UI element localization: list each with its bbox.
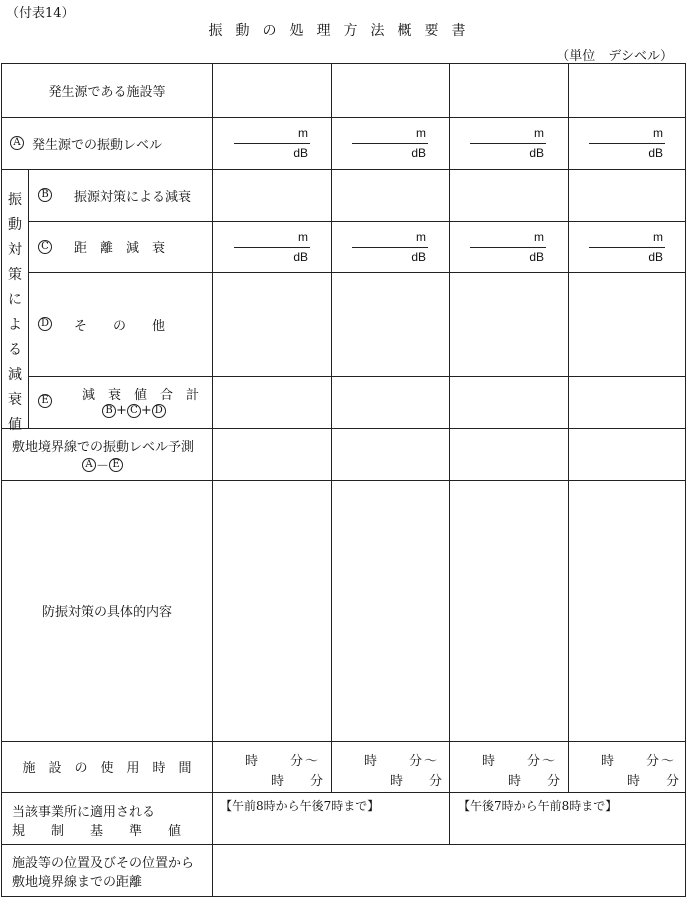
circled-a-icon: A <box>10 136 24 150</box>
row-c-label <box>38 221 210 272</box>
time-cell: 時 分～ 時 分 <box>364 754 442 789</box>
row-a-label <box>10 117 210 169</box>
row-d-text: そ の 他 <box>74 318 166 334</box>
row-e-text: 減 衰 値 合 計 <box>82 388 200 403</box>
distance-label-line1: 施設等の位置及びその位置から <box>12 856 195 871</box>
distance-label-line2: 敷地境界線までの距離 <box>12 875 143 890</box>
unit-label: （単位 デシベル） <box>556 49 673 64</box>
row-b-text: 振源対策による減衰 <box>74 189 192 205</box>
row-b-label <box>38 169 210 221</box>
row-a-text: 発生源での振動レベル <box>32 137 163 153</box>
source-facility-label: 発生源である施設等 <box>48 85 166 100</box>
prediction-text: 敷地境界線での振動レベル予測 <box>12 440 195 455</box>
regulation-night: 【午後7時から午前8時まで】 <box>458 799 618 813</box>
prediction-label <box>2 428 212 480</box>
unit-fraction: m dB <box>232 230 312 264</box>
time-cell: 時 分～ 時 分 <box>601 754 679 789</box>
e-formula <box>102 403 166 418</box>
form-table <box>1 63 686 897</box>
minus-sign: － <box>96 459 110 474</box>
prediction-formula <box>82 455 123 474</box>
col-divider <box>449 64 450 844</box>
row-c-text: 距 離 減 衰 <box>74 241 166 256</box>
circled-d-icon: D <box>152 404 166 418</box>
circled-b-icon: B <box>38 188 52 202</box>
circled-e-icon: E <box>38 394 52 408</box>
unit-fraction: m dB <box>468 126 548 160</box>
measures-label: 防振対策の具体的内容 <box>41 605 172 620</box>
distance-label <box>2 844 212 896</box>
attenuation-group-label: 振 動 対 策 に よ る 減 衰 値 <box>8 192 22 433</box>
circled-c-icon: C <box>38 240 52 254</box>
plus-sign: + <box>140 403 152 418</box>
unit-fraction: m dB <box>350 126 430 160</box>
unit-fraction: m dB <box>587 230 667 264</box>
circled-b-icon: B <box>102 404 116 418</box>
unit-fraction: m dB <box>350 230 430 264</box>
row-e-label <box>38 376 210 428</box>
regulation-label <box>2 792 212 844</box>
attachment-note: （付表14） <box>6 6 75 21</box>
regulation-label-line2: 規 制 基 準 値 <box>12 824 182 839</box>
unit-fraction: m dB <box>468 230 548 264</box>
unit-fraction: m dB <box>232 126 312 160</box>
circled-a-icon: A <box>82 458 96 472</box>
time-cell: 時 分～ 時 分 <box>482 754 560 789</box>
col-divider <box>28 169 29 428</box>
row-d-label <box>38 272 210 376</box>
circled-d-icon: D <box>38 317 52 331</box>
plus-sign: + <box>116 403 127 418</box>
time-cell: 時 分～ 時 分 <box>245 754 323 789</box>
regulation-day: 【午前8時から午後7時まで】 <box>220 799 380 813</box>
circled-c-icon: C <box>127 404 141 418</box>
usage-time-label: 施 設 の 使 用 時 間 <box>22 761 192 776</box>
circled-e-icon: E <box>109 458 123 472</box>
col-divider <box>331 64 332 792</box>
regulation-label-line1: 当該事業所に適用される <box>12 805 156 820</box>
document-title: 振動の処理方法概要書 <box>208 23 479 39</box>
unit-fraction: m dB <box>587 126 667 160</box>
col-divider <box>568 64 569 792</box>
